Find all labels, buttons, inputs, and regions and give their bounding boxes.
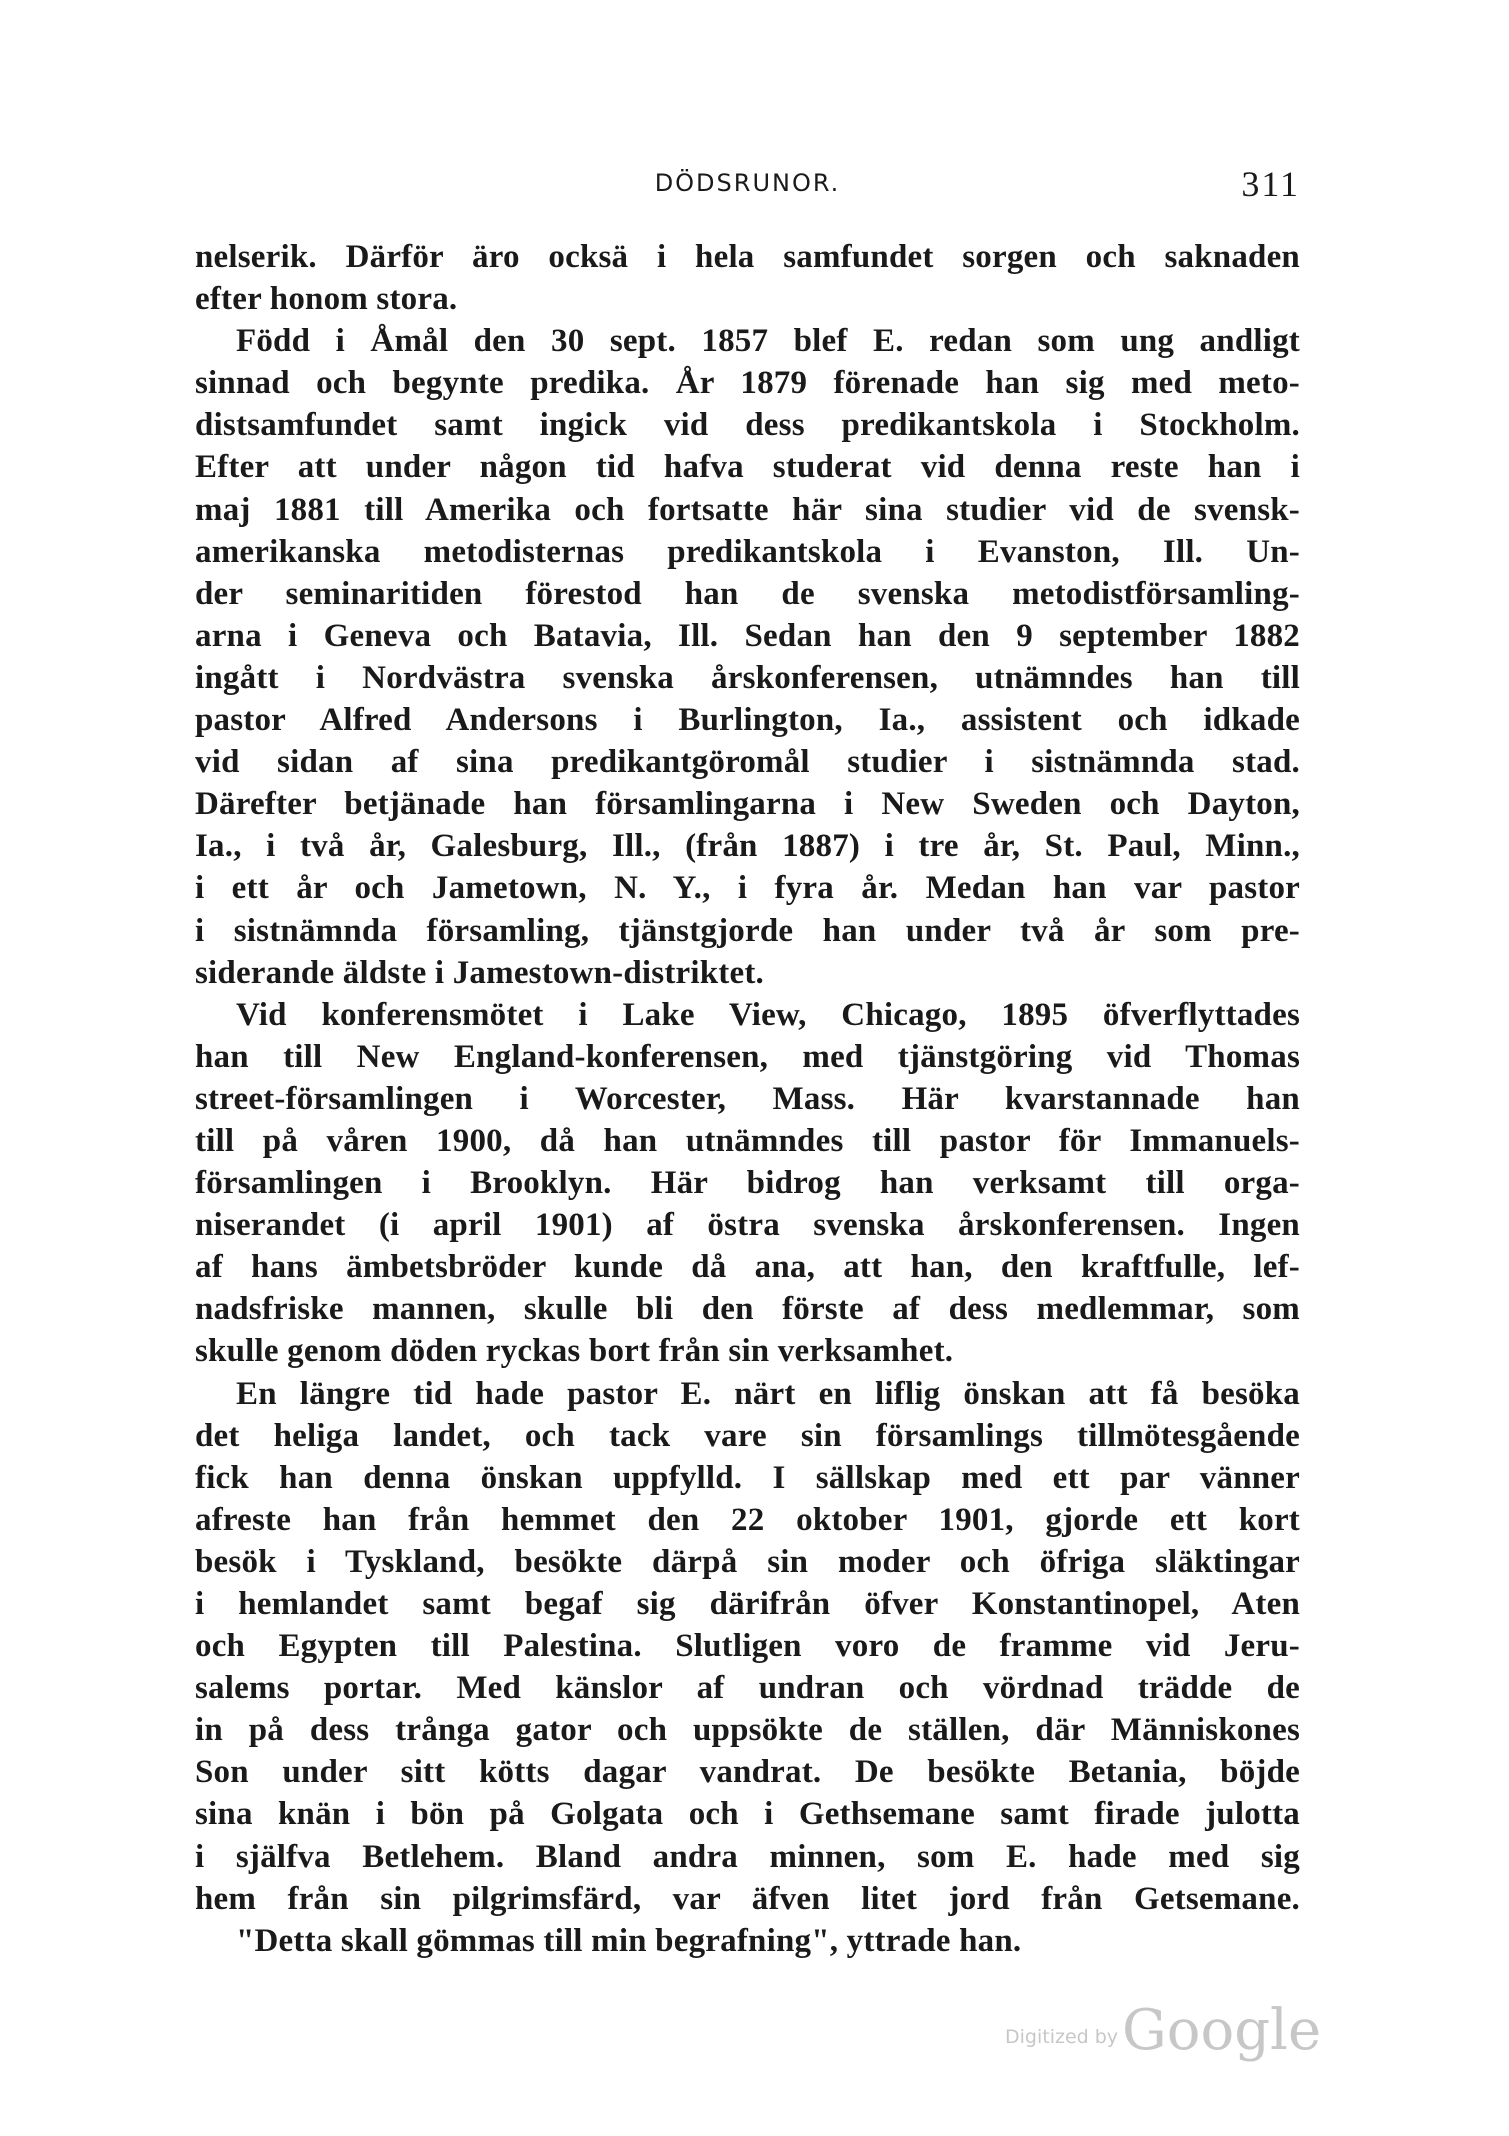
text-line: skulle genom döden ryckas bort från sin verksamhet. xyxy=(195,1333,954,1370)
text-line: distsamfundet samt ingick vid dess predikantskola i Stockholm. xyxy=(195,407,1300,444)
text-line: in på dess trånga gator och uppsökte de ställen, där Människones xyxy=(195,1712,1300,1749)
text-line: amerikanska metodisternas predikantskola i Evanston, Ill. Un- xyxy=(195,533,1300,570)
text-line: Därefter betjänade han församlingarna i New Sweden och Dayton, xyxy=(195,786,1300,823)
google-logo: Google xyxy=(1122,1998,1322,2063)
page-number: 311 xyxy=(1241,164,1300,204)
body-text xyxy=(195,236,1300,1962)
text-line: street-församlingen i Worcester, Mass. Här kvarstannade han xyxy=(195,1080,1300,1117)
text-line: sinnad och begynte predika. År 1879 förenade han sig med meto- xyxy=(195,365,1300,402)
text-line: sina knän i bön på Golgata och i Gethsemane samt firade julotta xyxy=(195,1796,1300,1833)
text-line: Född i Åmål den 30 sept. 1857 blef E. redan som ung andligt xyxy=(236,323,1300,360)
text-line: "Detta skall gömmas till min begrafning", yttrade han. xyxy=(236,1922,1022,1959)
text-line: i hemlandet samt begaf sig därifrån öfver Konstantinopel, Aten xyxy=(195,1586,1300,1622)
text-line: siderande äldste i Jamestown-distriktet. xyxy=(195,954,764,991)
text-line: fick han denna önskan uppfylld. I sällskap med ett par vänner xyxy=(195,1459,1300,1496)
running-head xyxy=(195,163,1300,203)
text-line: der seminaritiden förestod han de svenska metodistförsamling- xyxy=(195,575,1300,612)
text-line: han till New England-konferensen, med tjänstgöring vid Thomas xyxy=(195,1038,1300,1075)
text-line: nadsfriske mannen, skulle bli den förste af dess medlemmar, som xyxy=(195,1291,1300,1328)
text-line: Ia., i två år, Galesburg, Ill., (från 1887) i tre år, St. Paul, Minn., xyxy=(195,828,1300,865)
text-line: salems portar. Med känslor af undran och vördnad trädde de xyxy=(195,1670,1300,1707)
text-line: till på våren 1900, då han utnämndes till pastor för Immanuels- xyxy=(195,1122,1300,1159)
digitized-by-google-watermark xyxy=(1005,1998,1322,2068)
text-line: niserandet (i april 1901) af östra svenska årskonferensen. Ingen xyxy=(195,1207,1300,1244)
text-line: efter honom stora. xyxy=(195,281,458,318)
text-line: pastor Alfred Andersons i Burlington, Ia., assistent och idkade xyxy=(195,702,1300,739)
text-line: En längre tid hade pastor E. närt en liflig önskan att få besöka xyxy=(236,1375,1300,1412)
text-line: i själfva Betlehem. Bland andra minnen, som E. hade med sig xyxy=(195,1838,1300,1875)
digitized-by-label: Digitized by xyxy=(1005,2026,1119,2048)
running-title: DÖDSRUNOR. xyxy=(654,169,841,197)
text-line: afreste han från hemmet den 22 oktober 1901, gjorde ett kort xyxy=(195,1501,1300,1538)
text-line: af hans ämbetsbröder kunde då ana, att han, den kraftfulle, lef- xyxy=(195,1249,1300,1286)
text-line: vid sidan af sina predikantgöromål studier i sistnämnda stad. xyxy=(195,744,1300,781)
text-line: det heliga landet, och tack vare sin församlings tillmötesgående xyxy=(195,1417,1300,1454)
text-line: Son under sitt kötts dagar vandrat. De besökte Betania, böjde xyxy=(195,1754,1300,1791)
text-line: maj 1881 till Amerika och fortsatte här sina studier vid de svensk- xyxy=(195,491,1300,528)
text-line: hem från sin pilgrimsfärd, var äfven litet jord från Getsemane. xyxy=(195,1880,1300,1917)
text-line: i sistnämnda församling, tjänstgjorde han under två år som pre- xyxy=(195,912,1300,949)
text-line: i ett år och Jametown, N. Y., i fyra år. Medan han var pastor xyxy=(195,870,1300,907)
text-line: Efter att under någon tid hafva studerat vid denna reste han i xyxy=(195,449,1300,486)
text-line: arna i Geneva och Batavia, Ill. Sedan han den 9 september 1882 xyxy=(195,617,1300,654)
text-line: och Egypten till Palestina. Slutligen voro de framme vid Jeru- xyxy=(195,1628,1300,1665)
text-line: församlingen i Brooklyn. Här bidrog han verksamt till orga- xyxy=(195,1165,1300,1202)
text-line: Vid konferensmötet i Lake View, Chicago, 1895 öfverflyttades xyxy=(236,996,1300,1033)
text-line: besök i Tyskland, besökte därpå sin moder och öfriga släktingar xyxy=(195,1543,1300,1580)
text-line: ingått i Nordvästra svenska årskonferensen, utnämndes han till xyxy=(195,659,1300,696)
text-line: nelserik. Därför äro ocksä i hela samfundet sorgen och saknaden xyxy=(195,239,1300,275)
